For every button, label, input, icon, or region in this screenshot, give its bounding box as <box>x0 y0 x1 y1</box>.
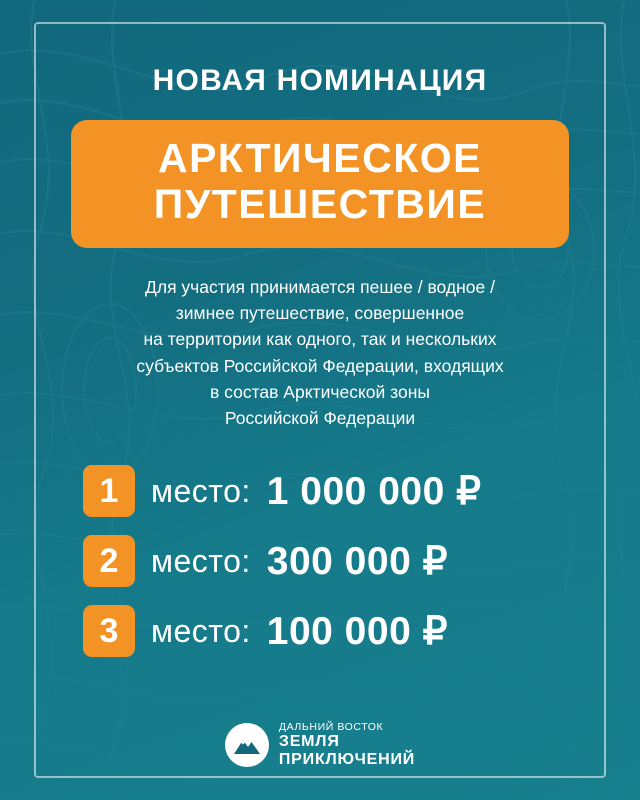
place-label: место: <box>151 472 251 509</box>
prize-amount: 100 000 ₽ <box>266 609 448 653</box>
place-label: место: <box>151 612 251 649</box>
footer-text <box>279 722 415 768</box>
place-badge: 3 <box>83 605 135 657</box>
description-line: субъектов Российской Федерации, входящих <box>136 355 504 376</box>
prize-amount: 1 000 000 ₽ <box>266 469 482 513</box>
description-line: зимнее путешествие, совершенное <box>175 303 465 324</box>
prize-amount: 300 000 ₽ <box>266 539 448 583</box>
prize-row <box>83 465 557 517</box>
place-badge: 2 <box>83 535 135 587</box>
description-line: Для участия принимается пешее / водное / <box>145 276 495 297</box>
footer-main-line-1: ЗЕМЛЯ <box>278 733 340 751</box>
description <box>136 274 503 432</box>
place-label: место: <box>151 542 251 579</box>
description-line: Российской Федерации <box>224 408 416 429</box>
place-badge: 1 <box>83 465 135 517</box>
description-line: в состав Арктической зоны <box>210 381 430 402</box>
nomination-title-line-2: ПУТЕШЕСТВИЕ <box>153 180 487 227</box>
prize-row <box>83 605 557 657</box>
description-line: на территории как одного, так и нескольких <box>143 329 497 350</box>
footer-logo-block <box>225 722 415 774</box>
footer-main-line-2: ПРИКЛЮЧЕНИЙ <box>278 750 416 768</box>
mountain-icon <box>225 723 269 767</box>
prize-list <box>46 465 594 657</box>
nomination-title-box <box>71 120 569 248</box>
footer-top-text: ДАЛЬНИЙ ВОСТОК <box>278 721 384 734</box>
prize-row <box>83 535 557 587</box>
kicker-text: НОВАЯ НОМИНАЦИЯ <box>152 64 488 97</box>
nomination-title-line-1: АРКТИЧЕСКОЕ <box>157 135 483 181</box>
